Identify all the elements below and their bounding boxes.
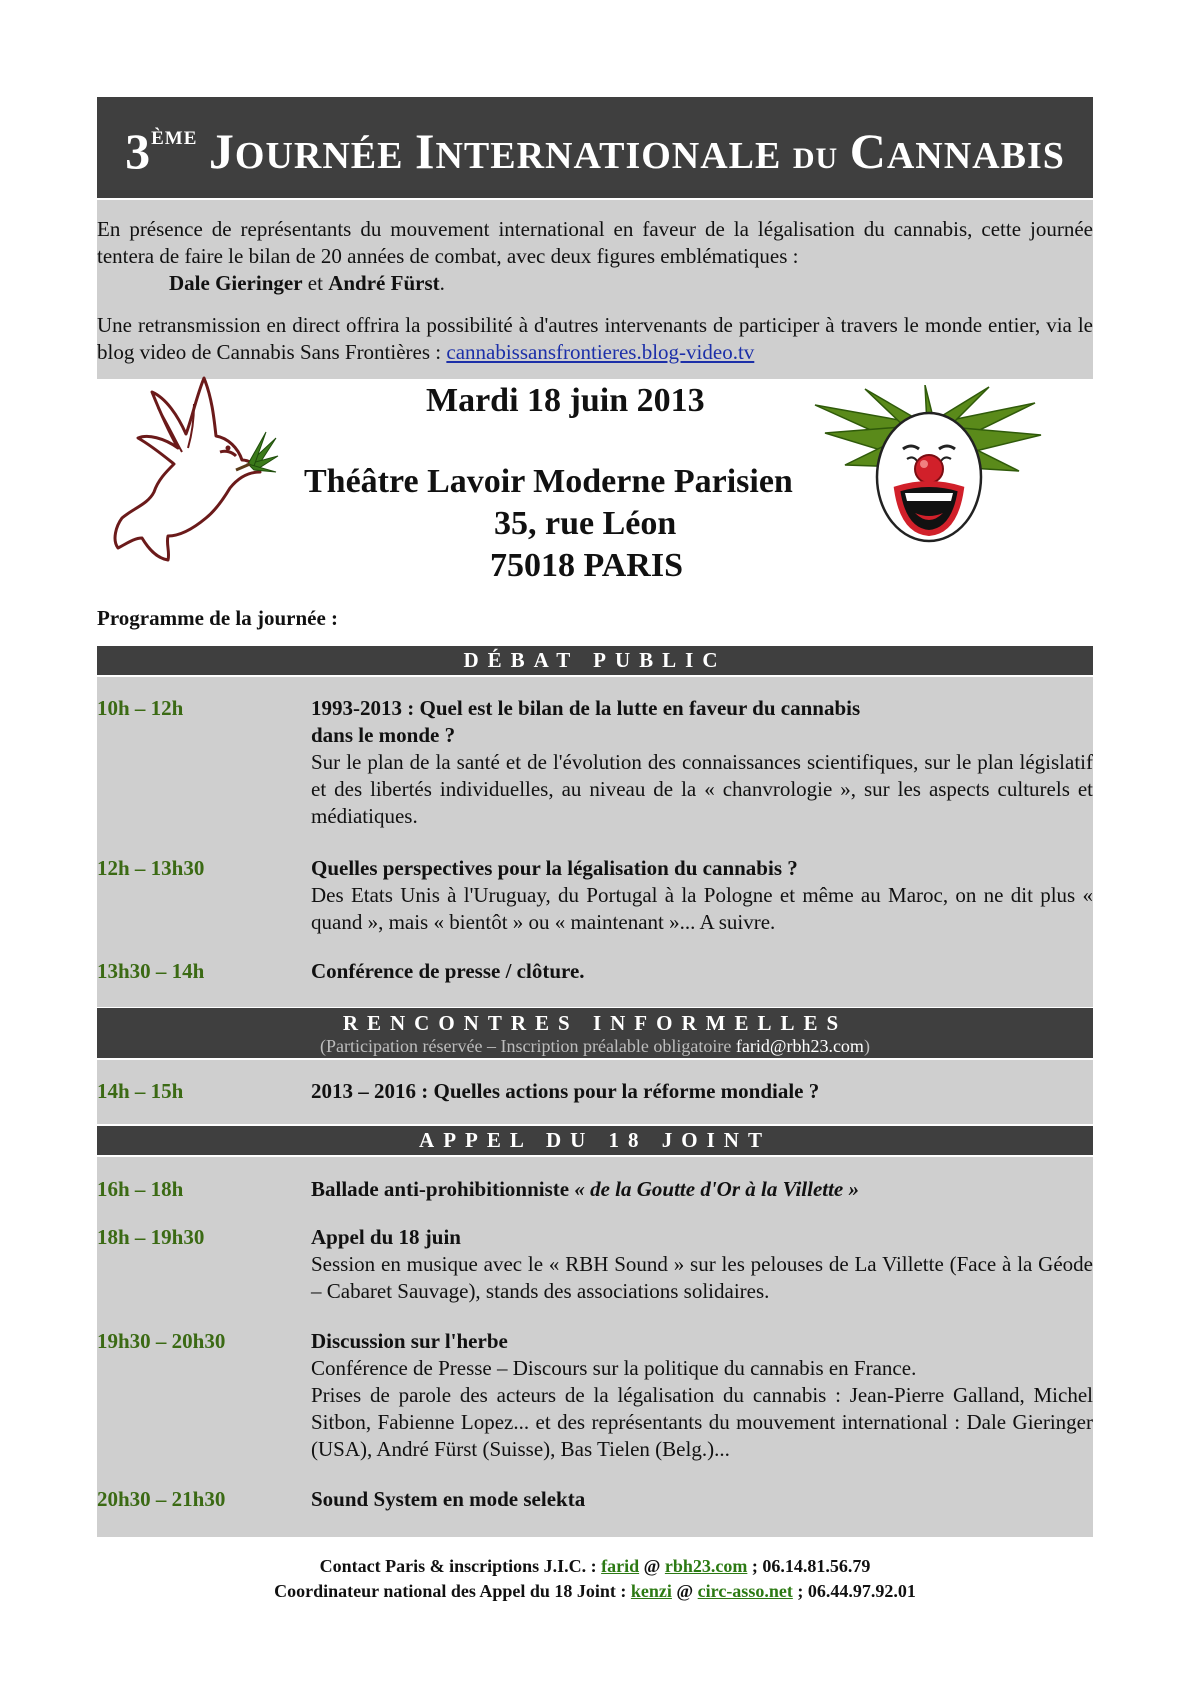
schedule-description: Des Etats Unis à l'Uruguay, du Portugal à la Pologne et même au Maroc, on ne dit plus « quand », mais « bientôt » ou « maintenant »... A suivre. <box>311 883 1093 934</box>
rencontres-note: (Participation réservée – Inscription préalable obligatoire farid@rbh23.com) <box>320 1036 870 1056</box>
schedule-description: Conférence de Presse – Discours sur la politique du cannabis en France. <box>311 1356 917 1380</box>
schedule-title: Conférence de presse / clôture. <box>311 959 585 983</box>
clown-icon <box>805 385 1050 545</box>
section-appel: APPEL DU 18 JOINT <box>97 1126 1093 1155</box>
coordinator-email-user-link[interactable]: kenzi <box>630 1581 672 1601</box>
intro-block <box>97 200 1093 379</box>
schedule-time: 18h – 19h30 <box>97 1225 205 1249</box>
blog-link[interactable]: cannabissansfrontieres.blog-video.tv <box>446 340 755 364</box>
schedule-time: 10h – 12h <box>97 696 184 720</box>
intro-paragraph-1: En présence de représentants du mouvement international en faveur de la légalisation du cannabis, cette journée tentera de faire le bilan de 20 années de combat, avec deux figures emblématiques : <box>97 217 1093 268</box>
section-debat-public: DÉBAT PUBLIC <box>97 646 1093 675</box>
schedule-title: Appel du 18 juin <box>311 1225 461 1249</box>
schedule-time: 16h – 18h <box>97 1177 184 1201</box>
schedule-title: Discussion sur l'herbe <box>311 1329 508 1353</box>
footer-contact-paris: Contact Paris & inscriptions J.I.C. : farid @ rbh23.com ; 06.14.81.56.79 <box>319 1556 871 1576</box>
schedule-title: 2013 – 2016 : Quelles actions pour la réforme mondiale ? <box>311 1079 820 1103</box>
schedule-time: 12h – 13h30 <box>97 856 205 880</box>
event-venue: Théâtre Lavoir Moderne Parisien <box>304 463 793 500</box>
footer-contact-national: Coordinateur national des Appel du 18 Joint : kenzi @ circ-asso.net ; 06.44.97.92.01 <box>274 1581 916 1601</box>
program-label: Programme de la journée : <box>97 606 339 630</box>
schedule-time: 14h – 15h <box>97 1079 184 1103</box>
schedule-title: Ballade anti-prohibitionniste « de la Goutte d'Or à la Villette » <box>311 1177 860 1201</box>
section-rencontres: RENCONTRES INFORMELLES (Participation réservée – Inscription préalable obligatoire farid@rbh23.com) <box>97 1008 1093 1058</box>
rencontres-email: farid@rbh23.com <box>735 1036 864 1056</box>
schedule-description-continued: Prises de parole des acteurs de la légalisation du cannabis : Jean-Pierre Galland, Michel Sitbon, Fabienne Lopez... et des représentants du mouvement international : Dale Gieringer (USA), André Fürst (Suisse), Bas Tielen (Belg.)... <box>311 1383 1093 1461</box>
event-street: 35, rue Léon <box>494 505 677 542</box>
schedule-time: 13h30 – 14h <box>97 959 205 983</box>
event-city: 75018 PARIS <box>490 547 683 584</box>
schedule-title-continued: dans le monde ? <box>311 723 456 747</box>
featured-names: Dale Gieringer et André Fürst. <box>169 271 445 295</box>
schedule-time: 19h30 – 20h30 <box>97 1329 226 1353</box>
coordinator-email-domain-link[interactable]: circ-asso.net <box>697 1581 793 1601</box>
schedule-time: 20h30 – 21h30 <box>97 1487 226 1511</box>
schedule-description: Session en musique avec le « RBH Sound » sur les pelouses de La Villette (Face à la Géode – Cabaret Sauvage), stands des associations solidaires. <box>311 1252 1093 1303</box>
title-banner <box>97 97 1093 198</box>
contact-email-domain-link[interactable]: rbh23.com <box>664 1556 748 1576</box>
contact-email-user-link[interactable]: farid <box>601 1556 640 1576</box>
intro-paragraph-2: Une retransmission en direct offrira la possibilité à d'autres intervenants de participer à travers le monde entier, via le blog video de Cannabis Sans Frontières : cannabissansfrontieres.blog-video.tv <box>97 313 1093 364</box>
event-date: Mardi 18 juin 2013 <box>426 382 705 419</box>
page-title: 3ÈME JOURNÉE INTERNATIONALE DU CANNABIS <box>125 123 1065 179</box>
schedule-description: Sur le plan de la santé et de l'évolution des connaissances scientifiques, sur le plan législatif et des libertés individuelles, au niveau de la « chanvrologie », sur les aspects culturels et médiatiques. <box>311 750 1093 828</box>
schedule-title: Sound System en mode selekta <box>311 1487 586 1511</box>
schedule-title: 1993-2013 : Quel est le bilan de la lutte en faveur du cannabis <box>311 696 861 720</box>
schedule-title: Quelles perspectives pour la légalisation du cannabis ? <box>311 856 798 880</box>
